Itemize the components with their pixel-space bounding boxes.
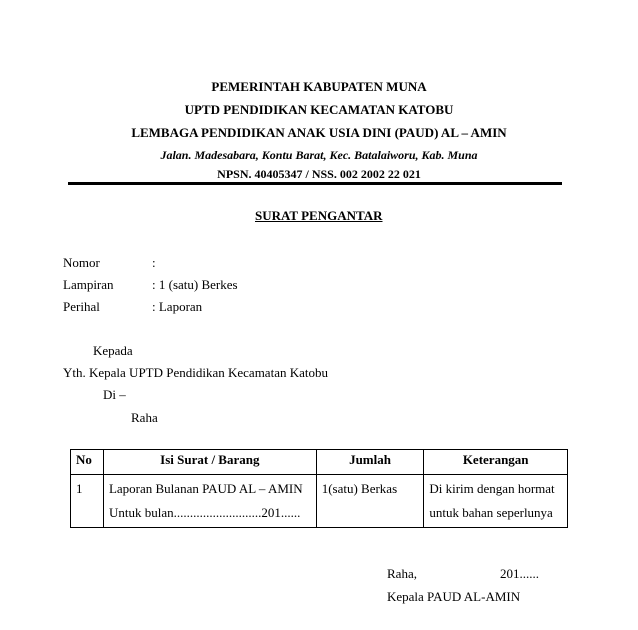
items-table <box>70 449 568 528</box>
col-header-isi: Isi Surat / Barang <box>103 450 316 475</box>
cell-isi-line2: Untuk bulan...........................201...... <box>108 505 301 520</box>
nomor-value: : <box>152 255 156 270</box>
table-header-row <box>71 450 568 475</box>
recipient-yth: Yth. Kepala UPTD Pendidikan Kecamatan Katobu <box>63 365 328 380</box>
cell-no: 1 <box>71 475 104 528</box>
cell-ket-line1: Di kirim dengan hormat <box>429 481 555 496</box>
lampiran-label: Lampiran <box>63 277 114 292</box>
col-header-jumlah: Jumlah <box>316 450 424 475</box>
letterhead-divider <box>68 182 562 185</box>
letterhead-line3: LEMBAGA PENDIDIKAN ANAK USIA DINI (PAUD) AL – AMIN <box>131 125 507 140</box>
document-title: SURAT PENGANTAR <box>255 208 383 223</box>
col-header-no: No <box>71 450 104 475</box>
letterhead-npsn: NPSN. 40405347 / NSS. 002 2002 22 021 <box>217 167 421 181</box>
signature-place: Raha, <box>387 566 417 581</box>
cell-isi <box>103 475 316 528</box>
recipient-kepada: Kepada <box>93 343 133 358</box>
perihal-label: Perihal <box>63 299 100 314</box>
table-row <box>71 475 568 528</box>
cell-jumlah: 1(satu) Berkas <box>316 475 424 528</box>
cell-isi-line1: Laporan Bulanan PAUD AL – AMIN <box>108 481 303 496</box>
letterhead-line2: UPTD PENDIDIKAN KECAMATAN KATOBU <box>184 102 454 117</box>
recipient-di: Di – <box>103 387 126 402</box>
cell-keterangan <box>424 475 568 528</box>
lampiran-value: : 1 (satu) Berkes <box>152 277 238 292</box>
cell-ket-line2: untuk bahan seperlunya <box>429 505 553 520</box>
recipient-place: Raha <box>131 410 158 425</box>
signature-position: Kepala PAUD AL-AMIN <box>387 589 521 604</box>
col-header-keterangan: Keterangan <box>424 450 568 475</box>
nomor-label: Nomor <box>63 255 100 270</box>
letterhead-line1: PEMERINTAH KABUPATEN MUNA <box>211 79 427 94</box>
letterhead-address: Jalan. Madesabara, Kontu Barat, Kec. Batalaiworu, Kab. Muna <box>160 148 478 162</box>
signature-date: 201...... <box>500 566 539 581</box>
perihal-value: : Laporan <box>152 299 203 314</box>
